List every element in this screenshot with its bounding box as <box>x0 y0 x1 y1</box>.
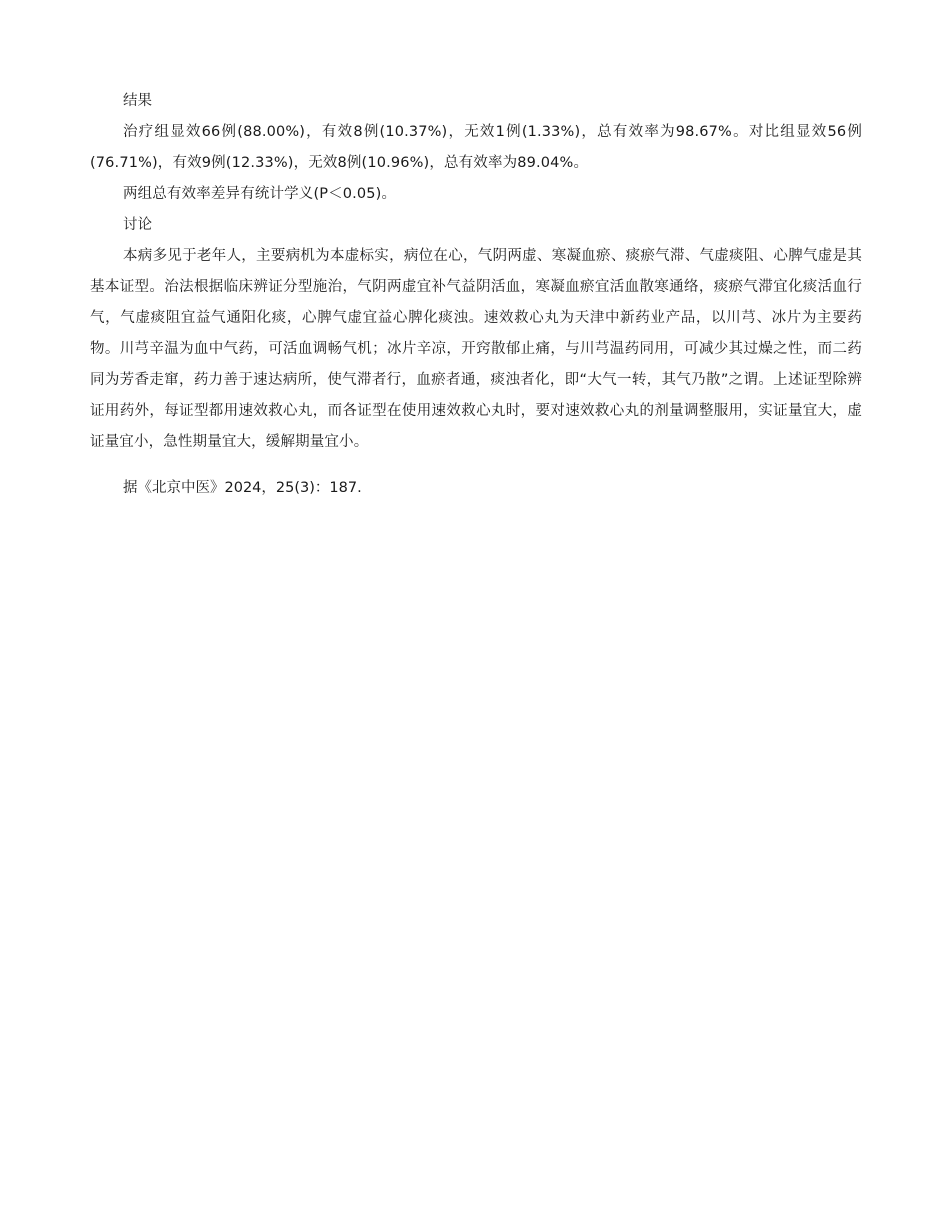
discussion-heading: 讨论 <box>123 217 152 233</box>
results-paragraph: 治疗组显效66例(88.00%)，有效8例(10.37%)，无效1例(1.33%)，总有效率为98.67%。对比组显效56例(76.71%)，有效9例(12.33%)，无效8例(10.96%)，总有效率为89.04%。 <box>90 124 862 171</box>
discussion-paragraph: 本病多见于老年人，主要病机为本虚标实，病位在心，气阴两虚、寒凝血瘀、痰瘀气滞、气虚痰阻、心脾气虚是其基本证型。治法根据临床辨证分型施治，气阴两虚宜补气益阴活血，寒凝血瘀宜活血散寒通络，痰瘀气滞宜化痰活血行气，气虚痰阻宜益气通阳化痰，心脾气虚宜益心脾化痰浊。速效救心丸为天津中新药业产品，以川芎、冰片为主要药物。川芎辛温为血中气药，可活血调畅气机；冰片辛凉，开窍散郁止痛，与川芎温药同用，可减少其过燥之性，而二药同为芳香走窜，药力善于速达病所，使气滞者行，血瘀者通，痰浊者化，即“大气一转，其气乃散”之谓。上述证型除辨证用药外，每证型都用速效救心丸，而各证型在使用速效救心丸时，要对速效救心丸的剂量调整服用，实证量宜大，虚证量宜小，急性期量宜大，缓解期量宜小。 <box>90 248 862 450</box>
source-citation: 据《北京中医》2024，25(3)：187. <box>123 480 362 496</box>
significance-paragraph: 两组总有效率差异有统计学义(P＜0.05)。 <box>123 186 397 202</box>
results-heading: 结果 <box>123 93 152 109</box>
document-body <box>90 86 862 504</box>
